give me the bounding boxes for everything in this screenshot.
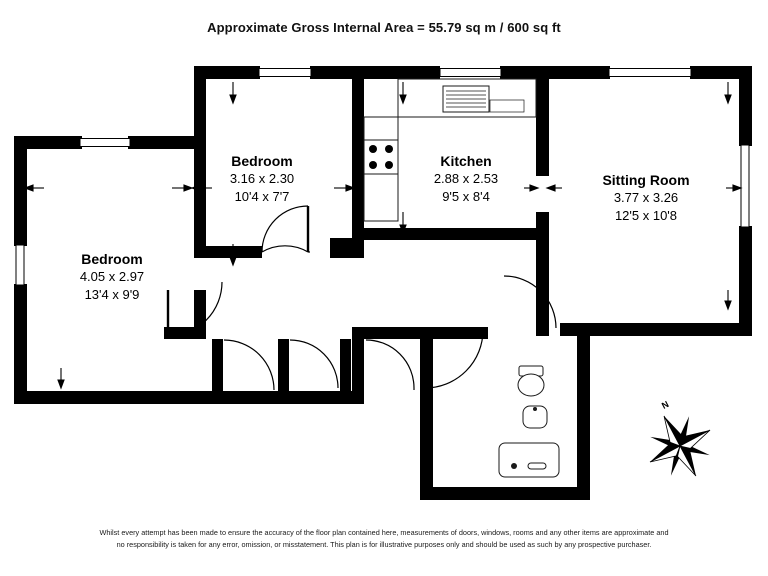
- room-dim-imperial: 10'4 x 7'7: [234, 188, 290, 204]
- room-dim-metric: 3.16 x 2.30: [229, 171, 295, 187]
- compass-icon: [638, 402, 722, 486]
- room-dim-metric: 2.88 x 2.53: [433, 171, 499, 187]
- room-dim-imperial: 12'5 x 10'8: [614, 207, 678, 223]
- room-dim-imperial: 13'4 x 9'9: [84, 286, 140, 302]
- disclaimer-line-1: Whilst every attempt has been made to ensure the accuracy of the floor plan contained here, measurements of doors, windows, rooms and any other items are approximate and: [99, 528, 669, 537]
- room-dim-imperial: 9'5 x 8'4: [442, 188, 490, 204]
- page-title: Approximate Gross Internal Area = 55.79 sq m / 600 sq ft: [207, 20, 561, 35]
- angled-wall-group: [14, 136, 27, 149]
- room-name: Kitchen: [440, 153, 492, 169]
- room-label-sitting-room: [568, 171, 724, 224]
- room-name: Bedroom: [231, 153, 293, 169]
- bathroom-fixtures-group: [499, 366, 559, 477]
- room-dim-metric: 3.77 x 3.26: [613, 190, 679, 206]
- room-name: Bedroom: [81, 251, 143, 267]
- room-dim-metric: 4.05 x 2.97: [79, 269, 145, 285]
- room-label-bedroom-main: [38, 250, 186, 303]
- room-label-kitchen: [392, 152, 540, 205]
- disclaimer-line-2: no responsibility is taken for any error, omission, or misstatement. This plan is for illustrative purposes only and should be used as such by any prospective purchaser.: [116, 539, 652, 549]
- compass-north-label: N: [660, 399, 671, 411]
- room-name: Sitting Room: [602, 172, 690, 188]
- compass-rose: [638, 399, 722, 486]
- disclaimer: [0, 527, 768, 551]
- room-label-bedroom-second: [188, 152, 336, 205]
